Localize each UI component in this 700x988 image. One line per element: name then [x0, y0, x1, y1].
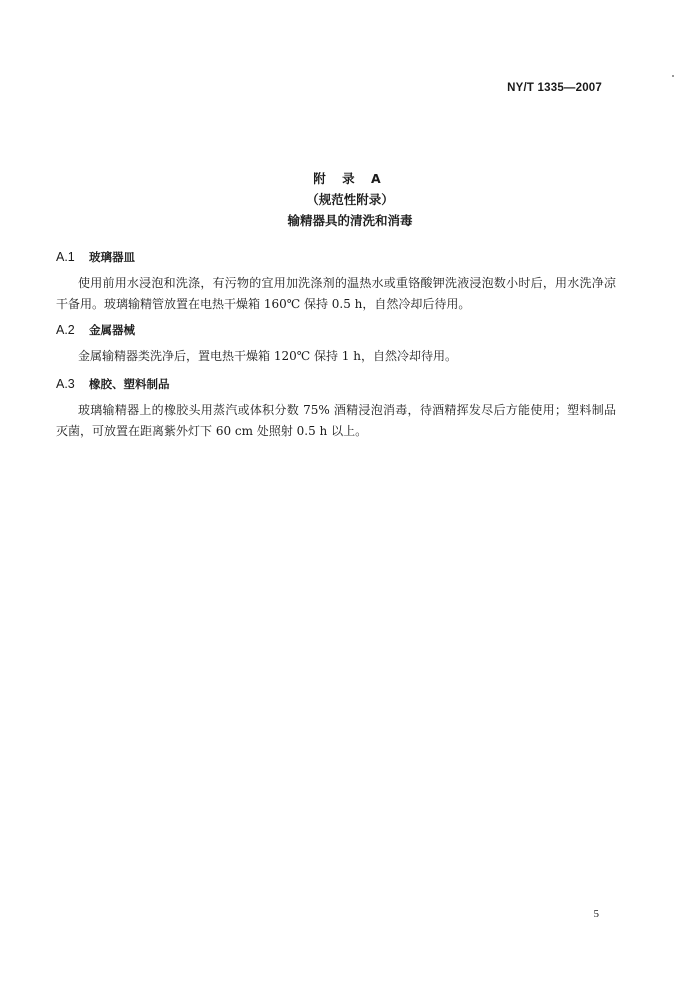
annex-subtitle: 输精器具的清洗和消毒 — [287, 213, 413, 228]
page-number: 5 — [593, 908, 599, 920]
section-a2 — [56, 320, 616, 367]
section-body: 玻璃输精器上的橡胶头用蒸汽或体积分数 75% 酒精浸泡消毒，待酒精挥发尽后方能使用；塑料制品灭菌，可放置在距离紫外灯下 60 cm 处照射 0.5 h 以上。 — [56, 403, 616, 438]
section-number: A.1 — [56, 250, 75, 264]
section-heading — [56, 374, 616, 394]
section-body: 使用前用水浸泡和洗涤，有污物的宜用加洗涤剂的温热水或重铬酸钾洗液浸泡数小时后，用水洗净凉干备用。玻璃输精管放置在电热干燥箱 160℃ 保持 0.5 h，自然冷却后待用。 — [56, 276, 616, 311]
section-a3 — [56, 374, 616, 442]
section-title: 玻璃器皿 — [89, 250, 135, 264]
annex-heading — [0, 168, 700, 231]
section-title: 金属器械 — [89, 323, 135, 337]
section-number: A.3 — [56, 377, 75, 391]
scan-speck — [672, 75, 674, 77]
section-body: 金属输精器类洗净后，置电热干燥箱 120℃ 保持 1 h，自然冷却待用。 — [78, 349, 457, 363]
section-a1 — [56, 247, 616, 315]
standard-code: NY/T 1335—2007 — [507, 82, 602, 94]
annex-title: 附 录 A — [313, 171, 387, 186]
section-number: A.2 — [56, 323, 75, 337]
section-heading — [56, 247, 616, 267]
section-heading — [56, 320, 616, 340]
annex-type: （规范性附录） — [306, 192, 394, 207]
section-title: 橡胶、塑料制品 — [89, 377, 170, 391]
